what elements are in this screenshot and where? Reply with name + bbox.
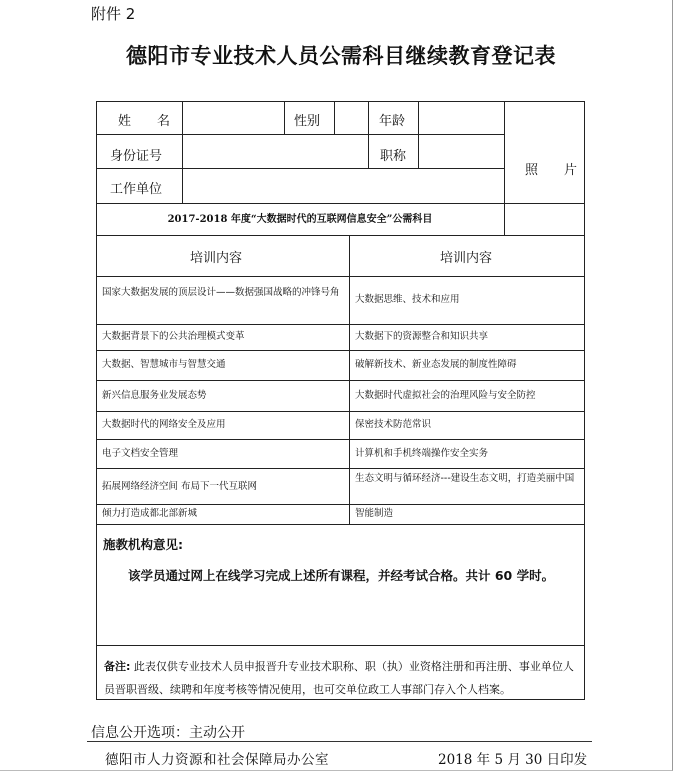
training-content-header-right: 培训内容 xyxy=(440,251,493,266)
age-label: 年龄 xyxy=(379,114,406,129)
course-title: 2017-2018 年度“大数据时代的互联网信息安全”公需科目 xyxy=(167,214,433,225)
id-number-label: 身份证号 xyxy=(110,149,163,164)
issuing-office: 德阳市人力资源和社会保障局办公室 xyxy=(105,752,329,768)
row-divider xyxy=(96,350,585,351)
col-divider xyxy=(349,235,350,524)
disclosure-option: 信息公开选项：主动公开 xyxy=(91,725,245,741)
col-divider xyxy=(284,101,285,134)
gender-label: 性别 xyxy=(294,114,321,129)
position-title-field[interactable] xyxy=(419,135,503,168)
course-item: 大数据思维、技术和应用 xyxy=(355,294,460,305)
position-title-label: 职称 xyxy=(380,149,407,164)
course-item: 生态文明与循环经济---建设生态文明，打造美丽中国 xyxy=(355,473,575,484)
col-divider xyxy=(368,101,369,168)
col-divider xyxy=(504,101,505,235)
document-title: 德阳市专业技术人员公需科目继续教育登记表 xyxy=(126,44,556,68)
footer-rule xyxy=(87,741,592,742)
attachment-label: 附件 2 xyxy=(91,5,136,23)
remark-text: 此表仅供专业技术人员申报晋升专业技术职称、职（执）业资格注册和再注册、事业单位人员晋职晋级、续聘和年度考核等情况使用，也可交单位政工人事部门存入个人档案。 xyxy=(104,660,574,696)
row-divider xyxy=(96,411,585,412)
course-item: 大数据、智慧城市与智慧交通 xyxy=(102,359,226,370)
id-number-field[interactable] xyxy=(183,135,367,168)
course-item: 国家大数据发展的顶层设计——数据强国战略的冲锋号角 xyxy=(102,287,340,298)
course-item: 电子文档安全管理 xyxy=(102,448,179,459)
row-divider xyxy=(96,235,585,236)
issue-date: 2018 年 5 月 30 日印发 xyxy=(438,752,588,768)
remark-label: 备注: xyxy=(104,660,131,673)
row-divider xyxy=(96,645,585,646)
course-item: 大数据时代虚拟社会的治理风险与安全防控 xyxy=(355,390,536,401)
course-item: 拓展网络经济空间 布局下一代互联网 xyxy=(102,481,258,492)
opinion-title: 施教机构意见: xyxy=(103,537,183,552)
course-item: 破解新技术、新业态发展的制度性障碍 xyxy=(355,359,517,370)
row-divider xyxy=(96,524,585,525)
course-item: 新兴信息服务业发展态势 xyxy=(102,390,207,401)
course-item: 保密技术防范常识 xyxy=(355,419,432,430)
photo-label: 照 片 xyxy=(525,163,578,178)
row-divider xyxy=(96,324,585,325)
course-item: 大数据背景下的公共治理模式变革 xyxy=(102,331,245,342)
row-divider xyxy=(96,380,585,381)
course-item: 智能制造 xyxy=(355,508,394,519)
row-divider xyxy=(96,276,585,277)
training-content-header-left: 培训内容 xyxy=(190,251,243,266)
row-divider xyxy=(96,468,585,469)
age-field[interactable] xyxy=(419,102,503,134)
course-item: 计算机和手机终端操作安全实务 xyxy=(355,448,489,459)
employer-label: 工作单位 xyxy=(110,182,163,197)
name-label: 姓 名 xyxy=(118,114,171,129)
row-divider xyxy=(96,203,585,204)
remark xyxy=(104,655,578,701)
row-divider xyxy=(96,504,585,505)
name-field[interactable] xyxy=(183,102,283,134)
gender-field[interactable] xyxy=(335,102,367,134)
row-divider xyxy=(96,439,585,440)
course-item: 大数据下的资源整合和知识共享 xyxy=(355,331,489,342)
course-item: 倾力打造成都北部新城 xyxy=(102,508,198,519)
opinion-text: 该学员通过网上在线学习完成上述所有课程，并经考试合格。共计 60 学时。 xyxy=(128,568,555,583)
course-item: 大数据时代的网络安全及应用 xyxy=(102,419,226,430)
employer-field[interactable] xyxy=(183,169,503,203)
